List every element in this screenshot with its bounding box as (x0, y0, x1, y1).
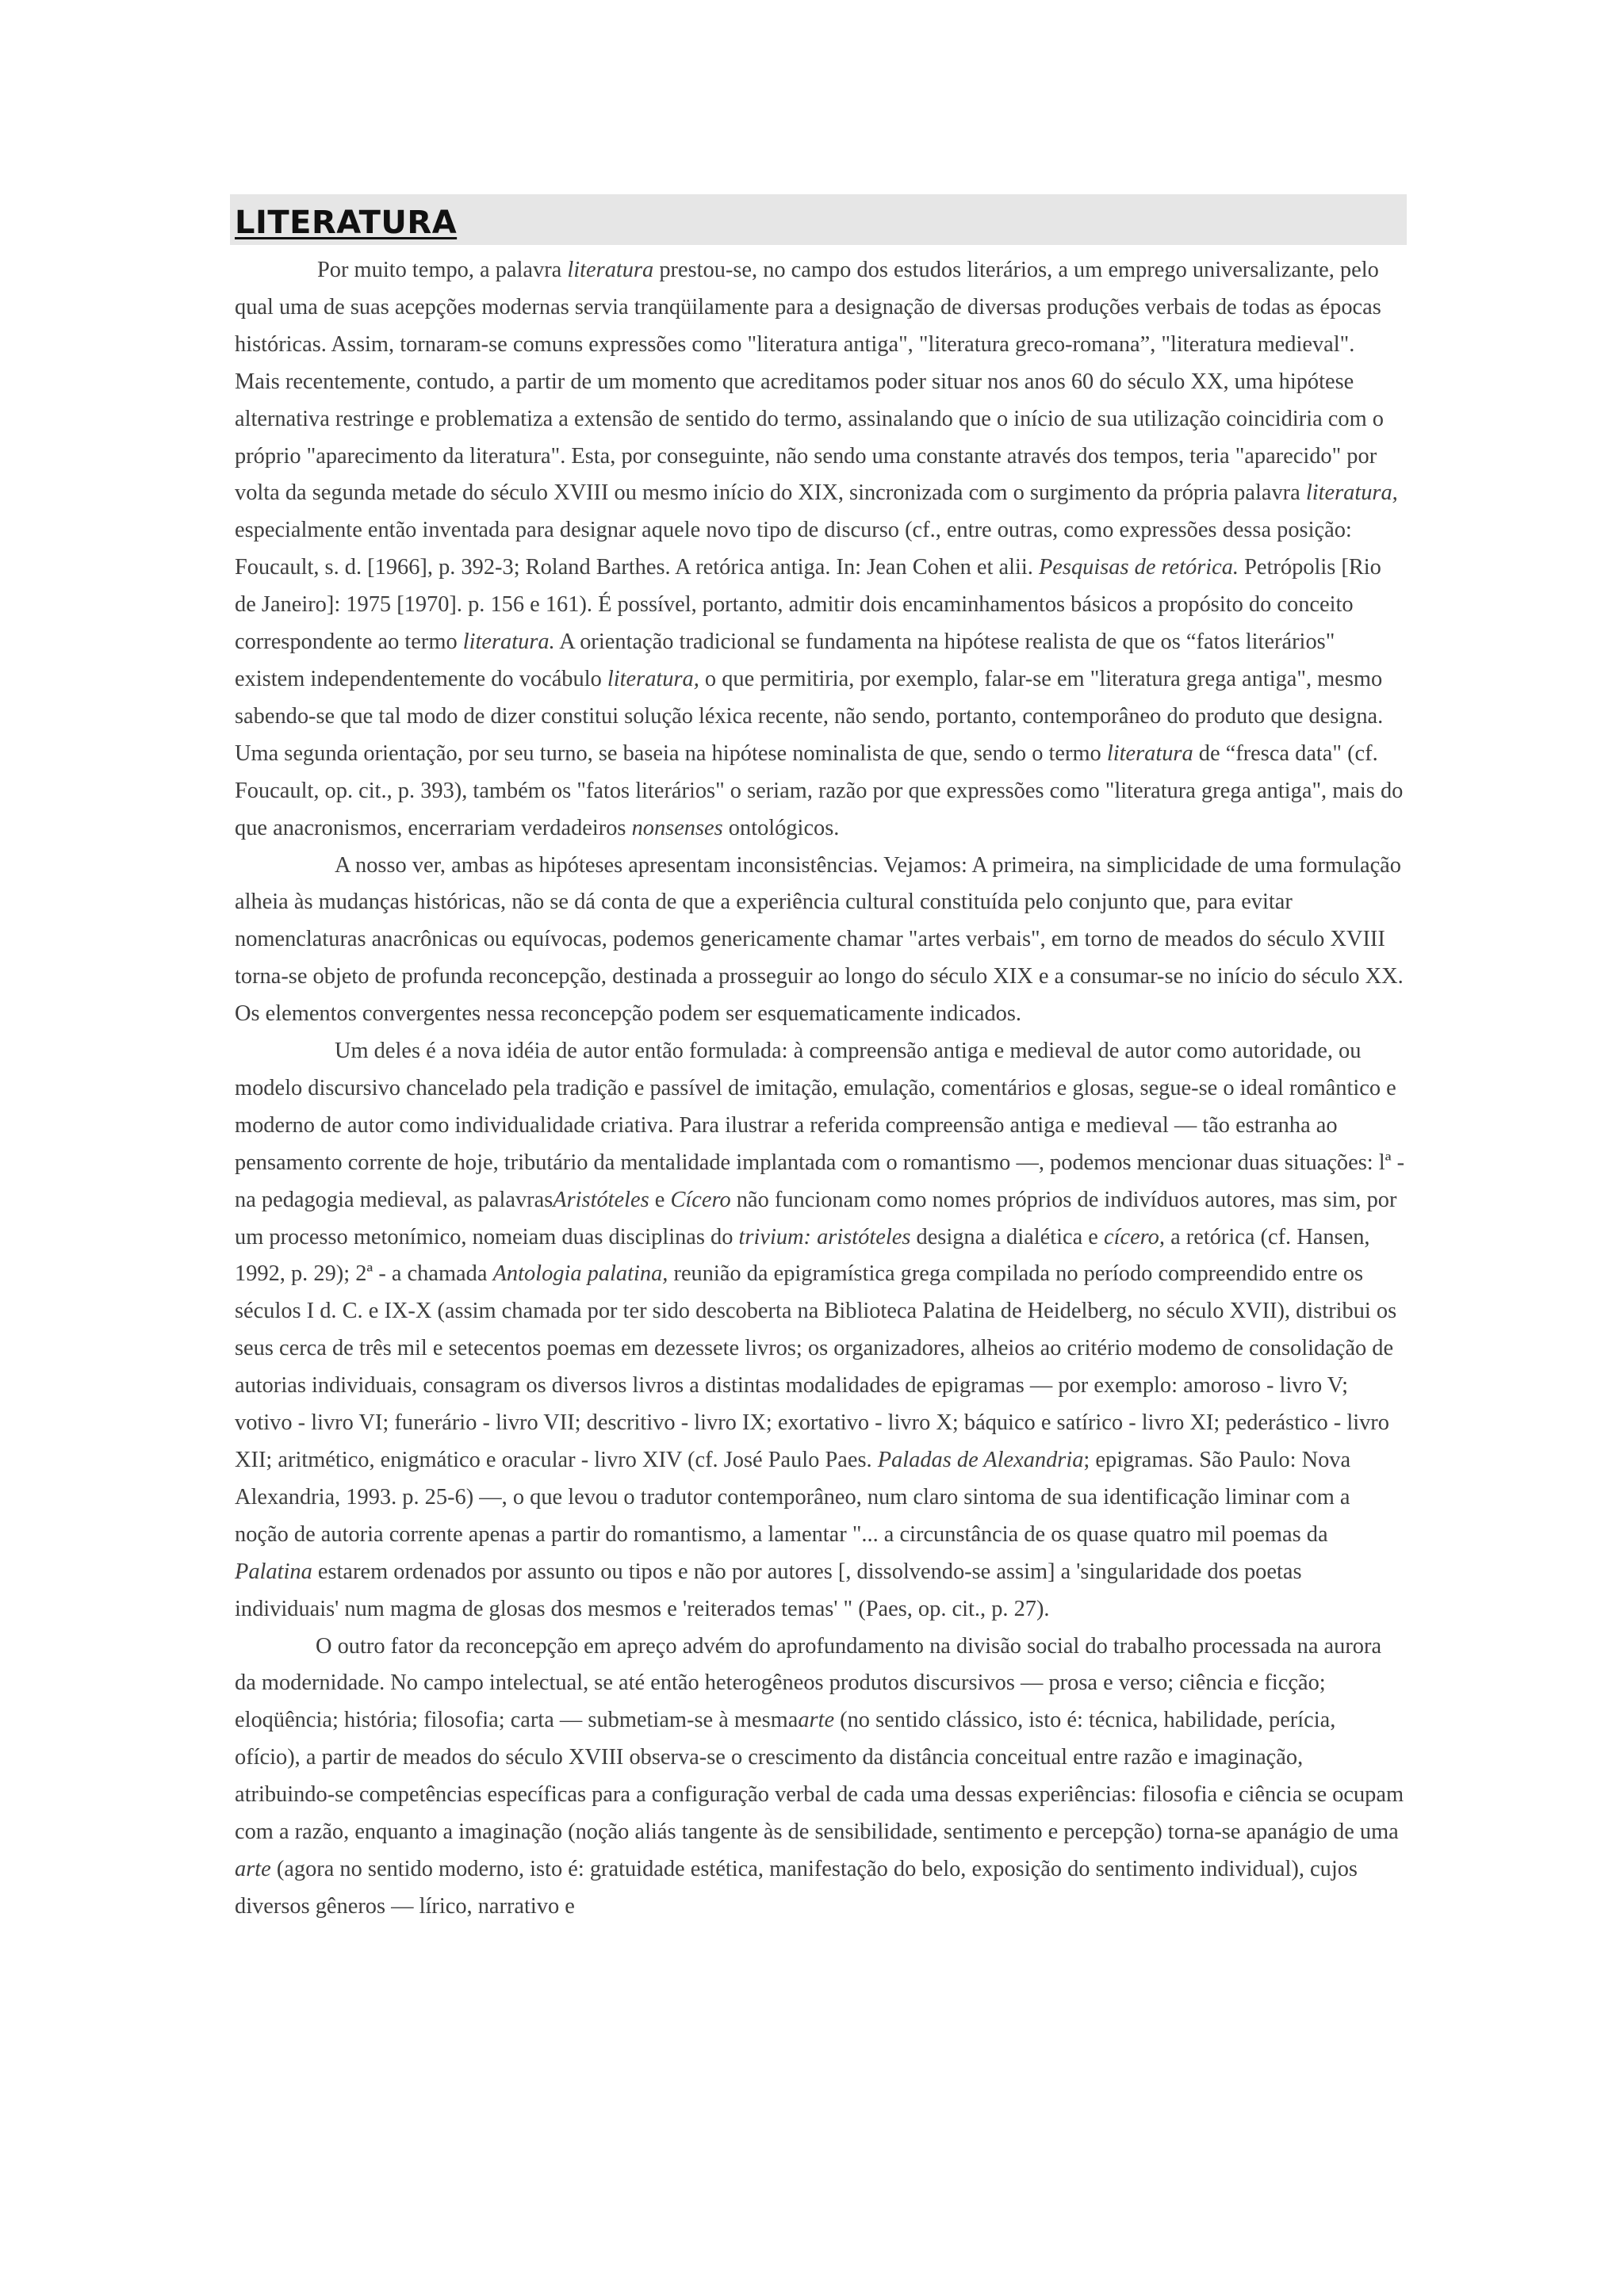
text-run: (agora no sentido moderno, isto é: gratuidade estética, manifestação do belo, exposição do sentimento individual), cujos diversos gêneros — lírico, narrativo e (235, 1856, 1358, 1919)
text-run: a retórica (cf. Hansen, 1992, p. 29); 2ª - a chamada (235, 1224, 1370, 1287)
text-run: e (649, 1187, 671, 1212)
text-run: o que permitiria, por exemplo, falar-se em "literatura grega antiga", mesmo sabendo-se que tal modo de dizer constitui solução léxica recente, não sendo, portanto, contemporâneo do produto que designa. Uma segunda orientação, por seu turno, se baseia na hipótese nominalista de que, sendo o termo (235, 666, 1384, 766)
text-run: especialmente então inventada para designar aquele novo tipo de discurso (cf., entre outras, como expressões dessa posição: Foucault, s. d. [1966], p. 392-3; Roland Barthes. A retórica antiga. In: Jean Cohen et alii. (235, 518, 1352, 580)
italic-run: arte (798, 1708, 835, 1733)
text-run: designa a dialética e (910, 1224, 1104, 1249)
paragraph-4 (235, 1628, 1405, 1926)
italic-run: literatura, (607, 666, 699, 691)
text-run: Petrópolis [Rio de Janeiro]: 1975 [1970]. p. 156 e 161). É possível, portanto, admitir dois encaminhamentos básicos a propósito do conceito correspondente ao termo (235, 555, 1381, 655)
italic-run: Cícero (670, 1187, 731, 1212)
italic-run: arte (235, 1856, 271, 1881)
text-run: não funcionam como nomes próprios de indivíduos autores, mas sim, por um processo metonímico, nomeiam duas disciplinas do (235, 1187, 1397, 1249)
italic-run: trivium: aristóteles (738, 1224, 911, 1249)
text-run: (no sentido clássico, isto é: técnica, habilidade, perícia, ofício), a partir de meados do século XVIII observa-se o crescimento da distância conceitual entre razão e imaginação, atribuindo-se competências específicas para a configuração verbal de cada uma dessas experiências: filosofia e ciência se ocupam com a razão, enquanto a imaginação (noção aliás tangente às de sensibilidade, sentimento e percepção) torna-se apanágio de uma (235, 1708, 1404, 1845)
document-body (235, 252, 1405, 1926)
text-run: ; epigramas. São Paulo: Nova Alexandria, 1993. p. 25-6) —, o que levou o tradutor contemporâneo, num claro sintoma de sua identificação liminar com a noção de autoria corrente apenas a partir do romantismo, a lamentar "... a circunstância de os quase quatro mil poemas da (235, 1448, 1351, 1547)
italic-run: literatura (1106, 740, 1193, 766)
italic-run: Pesquisas de retórica. (1038, 555, 1239, 580)
text-run: Por muito tempo, a palavra (317, 258, 568, 282)
text-run: O outro fator da reconcepção em apreço advém do aprofundamento na divisão social do trabalho processada na aurora da modernidade. No campo intelectual, se até então heterogêneos produtos discursivos — prosa e verso; ciência e ficção; eloqüência; história; filosofia; carta — submetiam-se à mesma (235, 1633, 1382, 1733)
italic-run: Antologia palatina, (492, 1261, 668, 1287)
italic-run: Paladas de Alexandria (877, 1448, 1084, 1472)
text-run: reunião da epigramística grega compilada no período compreendido entre os séculos I d. C. e IX-X (assim chamada por ter sido descoberta na Biblioteca Palatina de Heidelberg, no século XVII), distribui os seus cerca de três mil e setecentos poemas em dezessete livros; os organizadores, alheios ao critério modemo de consolidação de autorias individuais, consagram os diversos livros a distintas modalidades de epigramas — por exemplo: amoroso - livro V; votivo - livro VI; funerário - livro VII; descritivo - livro IX; exortativo - livro X; báquico e satírico - livro XI; pederástico - livro XII; aritmético, enigmático e oracular - livro XIV (cf. José Paulo Paes. (235, 1261, 1397, 1472)
italic-run: literatura, (1305, 480, 1398, 506)
page-title: LITERATURA (235, 205, 458, 241)
text-run: Um deles é a nova idéia de autor então formulada: à compreensão antiga e medieval de autor como autoridade, ou modelo discursivo chancelado pela tradição e passível de imitação, emulação, comentários e glosas, segue-se o ideal romântico e moderno de autor como individualidade criativa. Para ilustrar a referida compreensão antiga e medieval — tão estranha ao pensamento corrente de hoje, tributário da mentalidade implantada com o romantismo —, podemos mencionar duas situações: lª - na pedagogia medieval, as palavras (235, 1039, 1405, 1212)
paragraph-3 (235, 1033, 1405, 1628)
italic-run: Palatina (235, 1559, 312, 1584)
paragraph-1 (235, 252, 1405, 848)
text-run: ontológicos. (722, 815, 840, 840)
italic-run: Aristóteles (553, 1187, 649, 1212)
italic-run: nonsenses (631, 815, 723, 840)
italic-run: literatura (567, 258, 654, 282)
text-run: prestou-se, no campo dos estudos literários, a um emprego universalizante, pelo qual uma de suas acepções modernas servia tranqüilamente para a designação de diversas produções verbais de todas as épocas históricas. Assim, tornaram-se comuns expressões como "literatura antiga", "literatura greco-romana”, "literatura medieval". Mais recentemente, contudo, a partir de um momento que acreditamos poder situar nos anos 60 do século XX, uma hipótese alternativa restringe e problematiza a extensão de sentido do termo, assinalando que o início de sua utilização coincidiria com o próprio "aparecimento da literatura". Esta, por conseguinte, não sendo uma constante através dos tempos, teria "aparecido" por volta da segunda metade do século XVIII ou mesmo início do XIX, sincronizada com o surgimento da própria palavra (235, 258, 1384, 506)
text-run: A orientação tradicional se fundamenta na hipótese realista de que os “fatos literários" existem independentemente do vocábulo (235, 629, 1335, 691)
paragraph-2: A nosso ver, ambas as hipóteses apresentam inconsistências. Vejamos: A primeira, na simplicidade de uma formulação alheia às mudanças históricas, não se dá conta de que a experiência cultural constituída pelo conjunto que, para evitar nomenclaturas anacrônicas ou equívocas, podemos genericamente chamar "artes verbais", em torno de meados do século XVIII torna-se objeto de profunda reconcepção, destinada a prosseguir ao longo do século XIX e a consumar-se no início do século XX. Os elementos convergentes nessa reconcepção podem ser esquematicamente indicados. (235, 852, 1404, 1027)
italic-run: literatura. (462, 629, 555, 655)
italic-run: cícero, (1103, 1224, 1165, 1249)
text-run: estarem ordenados por assunto ou tipos e não por autores [, dissolvendo-se assim] a 'singularidade dos poetas individuais' num magma de glosas dos mesmos e 'reiterados temas' " (Paes, op. cit., p. 27). (235, 1559, 1302, 1621)
text-run: de “fresca data" (cf. Foucault, op. cit., p. 393), também os "fatos literários" o seriam, razão por que expressões como "literatura grega antiga", mais do que anacronismos, encerrariam verdadeiros (235, 740, 1404, 840)
